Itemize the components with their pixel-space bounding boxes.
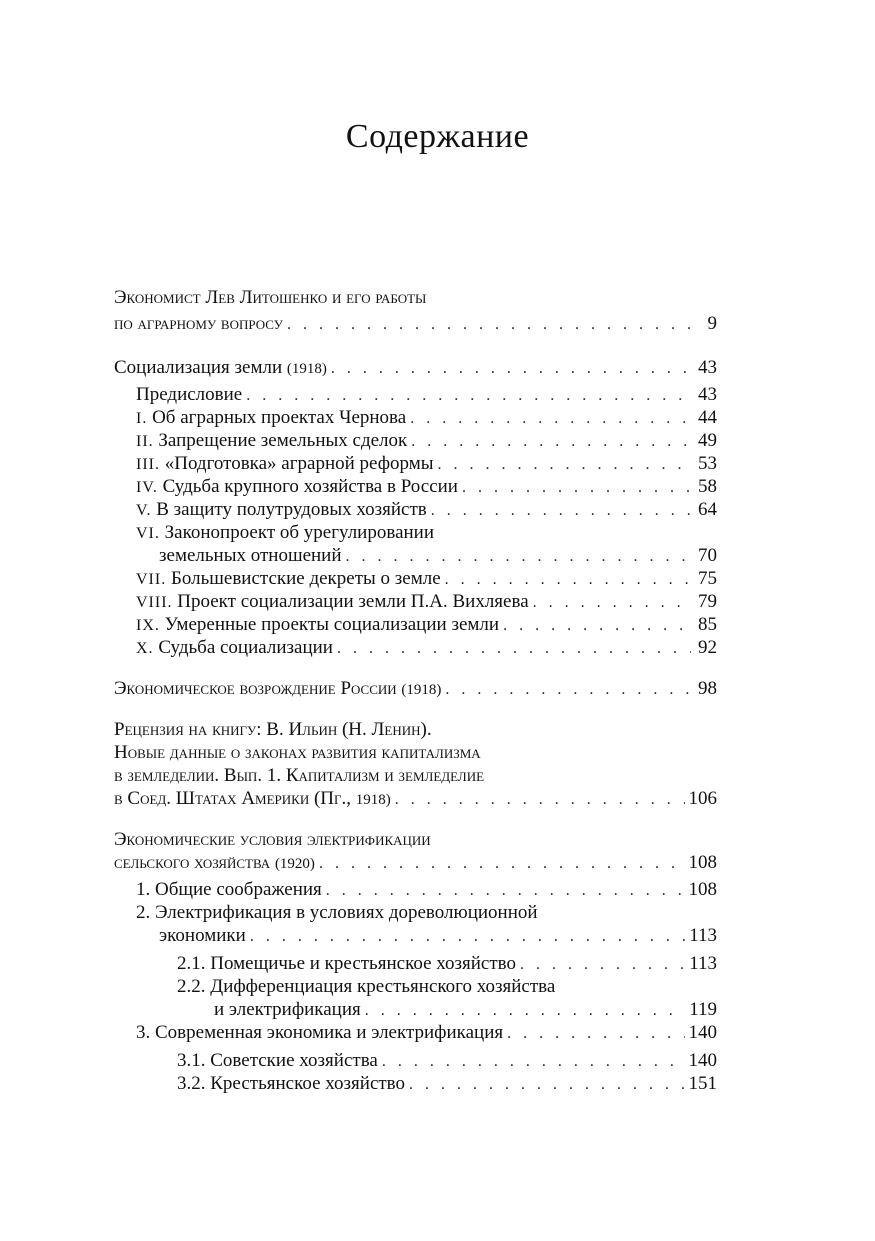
dot-leader bbox=[411, 430, 691, 453]
toc-entry-text: 3.2. Крестьянское хозяйство bbox=[177, 1073, 406, 1094]
dot-leader bbox=[250, 925, 685, 948]
toc-entry-title bbox=[136, 383, 242, 406]
toc-entry[interactable] bbox=[136, 878, 717, 902]
toc-entry-title bbox=[177, 975, 555, 998]
toc-entry-text: 3.1. Советские хозяйства bbox=[177, 1050, 378, 1071]
toc-entry[interactable] bbox=[136, 590, 717, 614]
toc-entry[interactable] bbox=[177, 1049, 717, 1073]
toc-entry[interactable] bbox=[136, 406, 717, 430]
chapter-number: VIII. bbox=[136, 594, 173, 611]
toc-entry-title bbox=[114, 764, 484, 787]
page-number: 151 bbox=[688, 1073, 717, 1094]
toc-entry-title bbox=[159, 924, 246, 947]
toc-entry-year: 1918) bbox=[355, 792, 391, 808]
toc-entry-text: в Соед. Штатах Америки (Пг., bbox=[114, 788, 352, 809]
page-number: 58 bbox=[698, 476, 717, 497]
page-number: 119 bbox=[689, 999, 717, 1020]
toc-entry-text: 2.2. Дифференциация крестьянского хозяйства bbox=[177, 976, 556, 997]
toc-entry-title bbox=[177, 952, 516, 975]
toc-entry-text: в земледелии. Вып. 1. Капитализм и земледелие bbox=[114, 765, 485, 786]
toc-entry[interactable] bbox=[114, 286, 717, 309]
toc-entry[interactable] bbox=[114, 764, 717, 787]
chapter-number: I. bbox=[136, 410, 148, 427]
dot-leader bbox=[533, 591, 691, 614]
page-number: 113 bbox=[689, 953, 717, 974]
dot-leader bbox=[287, 313, 691, 336]
toc-entry-title bbox=[136, 452, 434, 476]
toc-entry-text: В защиту полутрудовых хозяйств bbox=[156, 499, 427, 520]
toc-entry-title bbox=[114, 787, 391, 812]
dot-leader bbox=[246, 384, 691, 407]
toc-entry[interactable] bbox=[159, 924, 717, 948]
toc-entry-text: Судьба социализации bbox=[158, 637, 333, 658]
toc-entry[interactable] bbox=[114, 718, 717, 741]
page-number: 49 bbox=[698, 430, 717, 451]
toc-entry-text: Проект социализации земли П.А. Вихляева bbox=[177, 591, 529, 612]
chapter-number: V. bbox=[136, 502, 152, 519]
toc-entry-text: Умеренные проекты социализации земли bbox=[164, 614, 500, 635]
page-number: 75 bbox=[698, 568, 717, 589]
toc-entry-title bbox=[136, 567, 441, 591]
toc-entry-text: Экономическое возрождение России bbox=[114, 678, 397, 699]
page-number: 43 bbox=[698, 357, 717, 378]
toc-entry[interactable] bbox=[114, 677, 717, 702]
toc-entry-text: Предисловие bbox=[136, 384, 243, 405]
toc-entry[interactable] bbox=[136, 429, 717, 453]
toc-entry[interactable] bbox=[136, 567, 717, 591]
page-number: 79 bbox=[698, 591, 717, 612]
dot-leader bbox=[520, 953, 685, 976]
page-number: 70 bbox=[698, 545, 717, 566]
dot-leader bbox=[503, 614, 691, 637]
dot-leader bbox=[395, 788, 685, 811]
toc-entry[interactable] bbox=[214, 998, 717, 1022]
page-title: Содержание bbox=[345, 118, 530, 155]
toc-entry[interactable] bbox=[136, 636, 717, 660]
toc-entry-title bbox=[114, 286, 426, 309]
dot-leader bbox=[337, 637, 691, 660]
dot-leader bbox=[507, 1022, 684, 1045]
toc-entry[interactable] bbox=[136, 475, 717, 499]
toc-entry-title bbox=[136, 878, 322, 901]
toc-entry-title bbox=[136, 613, 499, 637]
chapter-number: VII. bbox=[136, 571, 167, 588]
toc-entry-title bbox=[177, 1049, 378, 1072]
toc-entry-text: и электрификация bbox=[214, 999, 361, 1020]
toc-entry[interactable] bbox=[114, 828, 717, 851]
toc-entry[interactable] bbox=[177, 975, 717, 998]
dot-leader bbox=[445, 678, 691, 701]
toc-entry-title bbox=[114, 828, 431, 851]
page-number: 108 bbox=[688, 879, 717, 900]
page-number: 98 bbox=[698, 678, 717, 699]
page-number: 43 bbox=[698, 384, 717, 405]
page-number: 64 bbox=[698, 499, 717, 520]
toc-entry-text: Судьба крупного хозяйства в России bbox=[162, 476, 458, 497]
toc-entry-year: (1918) bbox=[286, 361, 327, 377]
dot-leader bbox=[365, 999, 685, 1022]
toc-entry-text: Запрещение земельных сделок bbox=[158, 430, 408, 451]
toc-entry[interactable] bbox=[177, 1072, 717, 1096]
chapter-number: IV. bbox=[136, 479, 158, 496]
toc-entry-title bbox=[136, 429, 407, 453]
toc-entry-text: 2.1. Помещичье и крестьянское хозяйство bbox=[177, 953, 517, 974]
dot-leader bbox=[431, 499, 691, 522]
toc-entry-text: земельных отношений bbox=[159, 545, 342, 566]
page-number: 140 bbox=[688, 1050, 717, 1071]
toc-entry[interactable] bbox=[177, 952, 717, 976]
chapter-number: III. bbox=[136, 456, 160, 473]
chapter-number: IX. bbox=[136, 617, 160, 634]
page-number: 92 bbox=[698, 637, 717, 658]
dot-leader bbox=[319, 852, 685, 875]
toc-entry-text: 1. Общие соображения bbox=[136, 879, 322, 900]
toc-entry-title bbox=[114, 312, 283, 335]
toc-entry-title bbox=[114, 718, 432, 741]
toc-entry-text: Законопроект об урегулировании bbox=[164, 522, 435, 543]
toc-entry[interactable] bbox=[114, 741, 717, 764]
toc-entry-text: 2. Электрификация в условиях дореволюционной bbox=[136, 902, 538, 923]
toc-entry-text: «Подготовка» аграрной реформы bbox=[164, 453, 434, 474]
page-number: 9 bbox=[707, 313, 717, 334]
page-number: 85 bbox=[698, 614, 717, 635]
toc-entry[interactable] bbox=[114, 356, 717, 381]
toc-entry[interactable] bbox=[114, 851, 717, 876]
toc-entry-year: (1920) bbox=[274, 856, 315, 872]
toc-entry-year: (1918) bbox=[401, 682, 442, 698]
toc-entry-text: Рецензия на книгу: В. Ильин (Н. Ленин). bbox=[114, 719, 432, 740]
dot-leader bbox=[438, 453, 691, 476]
chapter-number: X. bbox=[136, 640, 154, 657]
toc-entry-text: сельского хозяйства bbox=[114, 852, 271, 873]
toc-entry-text: по аграрному вопросу bbox=[114, 313, 283, 334]
toc-entry-title bbox=[159, 544, 342, 567]
toc-entry-title bbox=[114, 851, 315, 876]
toc-entry-text: Об аграрных проектах Чернова bbox=[152, 407, 407, 428]
toc-entry[interactable] bbox=[136, 498, 717, 522]
page-number: 106 bbox=[688, 788, 717, 809]
page-number: 44 bbox=[698, 407, 717, 428]
toc-entry-title bbox=[136, 901, 538, 924]
toc-entry-text: Новые данные о законах развития капитализма bbox=[114, 742, 481, 763]
toc-entry-title bbox=[114, 741, 481, 764]
dot-leader bbox=[382, 1050, 685, 1073]
toc-entry-title bbox=[136, 1021, 503, 1044]
toc-entry[interactable] bbox=[136, 901, 717, 924]
toc-entry-text: Социализация земли bbox=[114, 357, 283, 378]
toc-entry-title bbox=[214, 998, 361, 1021]
chapter-number: II. bbox=[136, 433, 154, 450]
toc-entry-title bbox=[136, 590, 529, 614]
toc-entry[interactable] bbox=[136, 613, 717, 637]
toc-entry-title bbox=[136, 475, 458, 499]
chapter-number: VI. bbox=[136, 525, 160, 542]
toc-entry[interactable] bbox=[136, 452, 717, 476]
toc-entry-title bbox=[177, 1072, 405, 1095]
toc-entry-text: Экономические условия электрификации bbox=[114, 829, 431, 850]
toc-entry[interactable] bbox=[114, 312, 717, 336]
toc-entry-text: Экономист Лев Литошенко и его работы bbox=[114, 287, 427, 308]
dot-leader bbox=[326, 879, 685, 902]
dot-leader bbox=[331, 357, 691, 380]
toc-entry[interactable] bbox=[114, 787, 717, 812]
dot-leader bbox=[445, 568, 691, 591]
dot-leader bbox=[409, 1073, 684, 1096]
toc-entry-title bbox=[136, 406, 406, 430]
dot-leader bbox=[410, 407, 691, 430]
dot-leader bbox=[346, 545, 691, 568]
toc-entry-title bbox=[114, 677, 441, 702]
toc-entry-text: 3. Современная экономика и электрификация bbox=[136, 1022, 504, 1043]
dot-leader bbox=[462, 476, 691, 499]
toc-entry-title bbox=[136, 636, 333, 660]
toc-entry-text: Большевистские декреты о земле bbox=[170, 568, 441, 589]
toc-entry[interactable] bbox=[136, 1021, 717, 1045]
toc-entry-title bbox=[136, 498, 427, 522]
toc-entry[interactable] bbox=[136, 383, 717, 407]
toc-entry[interactable] bbox=[136, 521, 717, 545]
toc-entry-title bbox=[114, 356, 327, 381]
page-number: 140 bbox=[688, 1022, 717, 1043]
page-number: 113 bbox=[689, 925, 717, 946]
toc-entry-title bbox=[136, 521, 434, 545]
page-number: 108 bbox=[688, 852, 717, 873]
page-number: 53 bbox=[698, 453, 717, 474]
toc-entry[interactable] bbox=[159, 544, 717, 568]
toc-entry-text: экономики bbox=[159, 925, 246, 946]
